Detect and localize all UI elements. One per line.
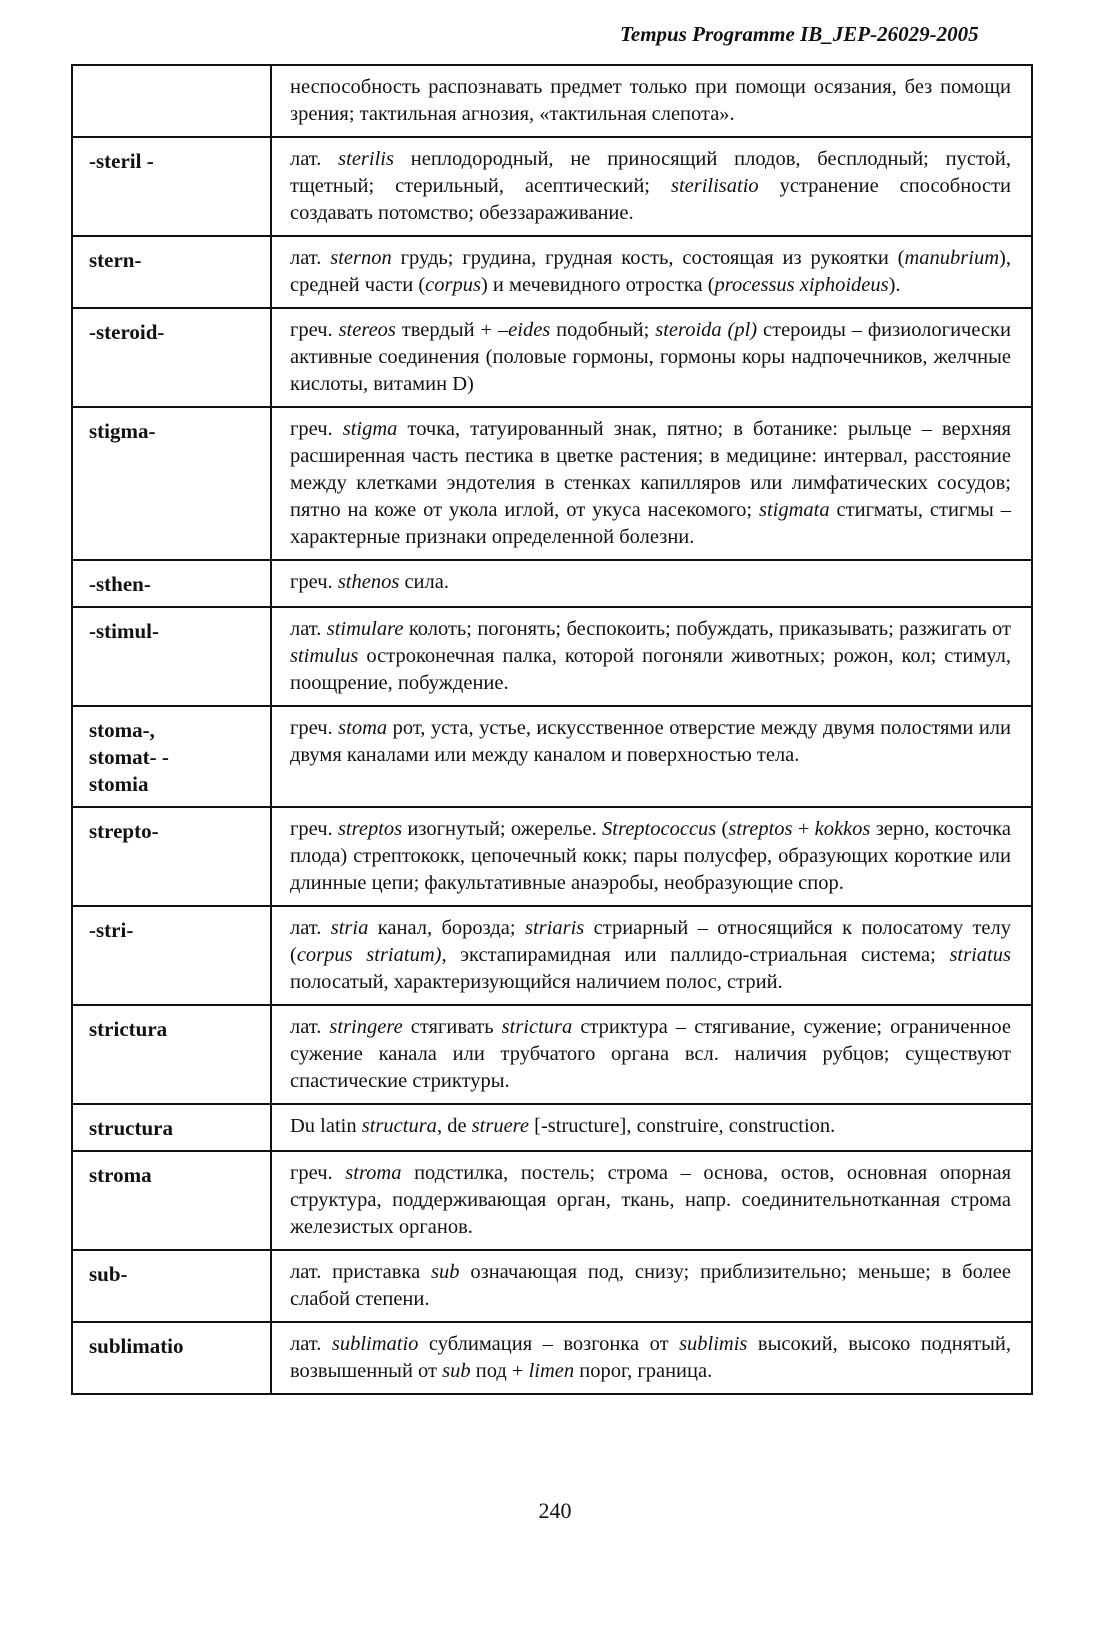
definition-text: лат. xyxy=(290,917,331,939)
definition-cell xyxy=(271,1250,1032,1322)
definition-italic-text: stroma xyxy=(345,1162,402,1184)
term-label: stern- xyxy=(89,248,142,272)
definition-text: лат. xyxy=(290,148,339,170)
definition-italic-text: sub xyxy=(442,1360,471,1382)
term-cell xyxy=(72,560,271,607)
definition-italic-text: sterilis xyxy=(338,148,394,170)
definition-text: остроконечная палка, которой погоняли животных; рожон, кол; стимул, поощрение, побуждение. xyxy=(290,645,1011,694)
definition-italic-text: Streptococcus xyxy=(602,818,717,840)
definition-italic-text: striatus xyxy=(949,944,1011,966)
definition-italic-text: –eides xyxy=(497,319,551,341)
table-row xyxy=(72,137,1032,236)
table-row xyxy=(72,308,1032,407)
table-row xyxy=(72,1104,1032,1151)
definition-text: , de xyxy=(436,1115,472,1137)
definition-cell xyxy=(271,1104,1032,1151)
term-cell xyxy=(72,407,271,560)
definition-text: твердый + xyxy=(395,319,498,341)
definition-text: лат. xyxy=(290,247,331,269)
term-label: -stimul- xyxy=(89,619,159,643)
definition-text: стигматы, стигмы – характерные признаки определенной болезни. xyxy=(290,499,1012,548)
definition-text: греч. xyxy=(290,319,339,341)
definition-text: стероиды – физиологически активные соединения (половые гормоны, гормоны коры надпочечников, желчные кислоты, витамин D) xyxy=(290,319,1011,395)
term-cell xyxy=(72,906,271,1005)
definition-text: греч. xyxy=(290,571,338,593)
definition-cell xyxy=(271,906,1032,1005)
definition-cell xyxy=(271,65,1032,137)
definition-text: порог, граница. xyxy=(574,1360,713,1382)
term-label: stroma xyxy=(89,1163,152,1187)
definition-italic-text: sternon xyxy=(330,247,392,269)
definition-text: изогнутый; ожерелье. xyxy=(402,818,603,840)
table-row xyxy=(72,906,1032,1005)
table-row xyxy=(72,607,1032,706)
term-cell xyxy=(72,1250,271,1322)
definition-cell xyxy=(271,308,1032,407)
definition-cell xyxy=(271,1151,1032,1250)
definition-italic-text: sublimatio xyxy=(331,1333,419,1355)
definition-italic-text: struere xyxy=(471,1115,529,1137)
term-cell xyxy=(72,1104,271,1151)
definition-text: неспособность распознавать предмет только при помощи осязания, без помощи зрения; тактильная агнозия, «тактильная слепота». xyxy=(290,76,1011,125)
definition-text: под + xyxy=(470,1360,529,1382)
glossary-table xyxy=(71,64,1033,1395)
definition-text: полосатый, характеризующийся наличием полос, стрий. xyxy=(290,971,783,993)
table-row xyxy=(72,1250,1032,1322)
definition-text: высокий, высоко поднятый, возвышенный от xyxy=(290,1333,1011,1382)
table-row xyxy=(72,807,1032,906)
definition-text: сила. xyxy=(399,571,449,593)
term-label: sub- xyxy=(89,1262,128,1286)
definition-text: греч. xyxy=(290,818,338,840)
table-row xyxy=(72,1005,1032,1104)
definition-text: лат. xyxy=(290,618,327,640)
definition-italic-text: striaris xyxy=(525,917,585,939)
definition-italic-text: structura xyxy=(361,1115,437,1137)
term-cell xyxy=(72,1322,271,1394)
definition-italic-text: strictura xyxy=(501,1016,573,1038)
definition-italic-text: stigmata xyxy=(758,499,830,521)
term-label: strictura xyxy=(89,1017,168,1041)
term-label: structura xyxy=(89,1116,173,1140)
definition-text: стягивать xyxy=(402,1016,502,1038)
definition-italic-text: sthenos xyxy=(337,571,400,593)
term-label: stoma-, stomat- - stomia xyxy=(89,718,169,796)
definition-italic-text: stimulare xyxy=(326,618,404,640)
term-label: stigma- xyxy=(89,419,156,443)
definition-cell xyxy=(271,407,1032,560)
running-header: Tempus Programme IB_JEP-26029-2005 xyxy=(620,22,979,46)
definition-italic-text: stimulus xyxy=(290,645,359,667)
term-cell xyxy=(72,65,271,137)
definition-text: ), средней части ( xyxy=(290,247,1011,296)
definition-text: колоть; погонять; беспокоить; побуждать, приказывать; разжигать от xyxy=(403,618,1011,640)
definition-text: греч. xyxy=(290,1162,346,1184)
definition-text: экстапирамидная или паллидо-стриальная система; xyxy=(446,944,950,966)
term-cell xyxy=(72,607,271,706)
definition-cell xyxy=(271,1322,1032,1394)
definition-text: лат. приставка xyxy=(290,1261,432,1283)
definition-cell xyxy=(271,706,1032,807)
term-label: -steroid- xyxy=(89,320,165,344)
term-label: -stri- xyxy=(89,918,134,942)
term-label: -sthen- xyxy=(89,572,151,596)
definition-text: стриарный – относящийся к полосатому телу ( xyxy=(290,917,1011,966)
term-label: sublimatio xyxy=(89,1334,184,1358)
table-row xyxy=(72,407,1032,560)
definition-text: Du latin xyxy=(290,1115,362,1137)
definition-italic-text: sub xyxy=(431,1261,460,1283)
term-cell xyxy=(72,1005,271,1104)
table-row xyxy=(72,1151,1032,1250)
definition-italic-text: sublimis xyxy=(679,1333,748,1355)
definition-italic-text: sterilisatio xyxy=(670,175,759,197)
definition-italic-text: corpus xyxy=(425,274,481,296)
definition-text: ). xyxy=(888,274,901,296)
definition-cell xyxy=(271,607,1032,706)
definition-italic-text: streptos xyxy=(337,818,403,840)
definition-text: устранение способности создавать потомство; обеззараживание. xyxy=(290,175,1011,224)
term-cell xyxy=(72,236,271,308)
definition-text: [-structure], construire, construction. xyxy=(529,1115,836,1137)
definition-text: означающая под, снизу; приблизительно; меньше; в более слабой степени. xyxy=(290,1261,1012,1310)
definition-text: ( xyxy=(716,818,729,840)
definition-text: лат. xyxy=(290,1016,330,1038)
definition-cell xyxy=(271,560,1032,607)
definition-text: подобный; xyxy=(550,319,656,341)
definition-italic-text: stringere xyxy=(329,1016,403,1038)
definition-cell xyxy=(271,137,1032,236)
definition-text: подстилка, постель; строма – основа, остов, основная опорная структура, поддерживающая орган, ткань, напр. соединительнотканная строма железистых органов. xyxy=(290,1162,1011,1238)
definition-italic-text: stoma xyxy=(338,717,388,739)
definition-text: сублимация – возгонка от xyxy=(418,1333,680,1355)
definition-cell xyxy=(271,236,1032,308)
page-number: 240 xyxy=(538,1498,572,1523)
definition-text: точка, татуированный знак, пятно; в ботанике: рыльце – верхняя расширенная часть пестика в цветке растения; в медицине: интервал, расстояние между клетками эндотелия в стенках капилляров или лимфатических сосудов; пятно на коже от укола иглой, от укуса насекомого; xyxy=(290,418,1011,521)
definition-text: ) и мечевидного отростка ( xyxy=(480,274,715,296)
term-cell xyxy=(72,706,271,807)
definition-text: греч. xyxy=(290,717,339,739)
definition-text: зерно, косточка плода) стрептококк, цепочечный кокк; пары полусфер, образующих короткие или длинные цепи; факультативные анаэробы, необразующие спор. xyxy=(290,818,1011,894)
table-row xyxy=(72,236,1032,308)
definition-text: рот, уста, устье, искусственное отверстие между двумя полостями или двумя каналами или между каналом и поверхностью тела. xyxy=(290,717,1012,766)
term-cell xyxy=(72,807,271,906)
definition-text: лат. xyxy=(290,1333,332,1355)
definition-italic-text: stereos xyxy=(338,319,396,341)
definition-text: неплодородный, не приносящий плодов, бесплодный; пустой, тщетный; стерильный, асептический; xyxy=(290,148,1012,197)
table-row xyxy=(72,560,1032,607)
definition-italic-text: stigma xyxy=(342,418,398,440)
definition-text: + xyxy=(792,818,815,840)
definition-text: грудь; грудина, грудная кость, состоящая из рукоятки ( xyxy=(391,247,905,269)
definition-text: канал, борозда; xyxy=(368,917,525,939)
definition-cell xyxy=(271,1005,1032,1104)
definition-text: стриктура – стягивание, сужение; ограниченное сужение канала или трубчатого органа всл. наличия рубцов; существуют спастические стриктуры. xyxy=(290,1016,1011,1092)
term-label: -steril - xyxy=(89,149,154,173)
term-cell xyxy=(72,137,271,236)
definition-italic-text: streptos xyxy=(728,818,793,840)
table-row xyxy=(72,65,1032,137)
table-row xyxy=(72,1322,1032,1394)
term-cell xyxy=(72,1151,271,1250)
definition-text: греч. xyxy=(290,418,343,440)
definition-italic-text: processus xiphoideus xyxy=(714,274,889,296)
definition-italic-text: kokkos xyxy=(814,818,871,840)
table-row xyxy=(72,706,1032,807)
definition-italic-text: corpus striatum), xyxy=(296,944,447,966)
definition-cell xyxy=(271,807,1032,906)
definition-italic-text: manubrium xyxy=(904,247,1000,269)
definition-italic-text: stria xyxy=(330,917,369,939)
definition-italic-text: limen xyxy=(528,1360,575,1382)
term-cell xyxy=(72,308,271,407)
term-label: strepto- xyxy=(89,819,159,843)
definition-italic-text: steroida (pl) xyxy=(655,319,758,341)
